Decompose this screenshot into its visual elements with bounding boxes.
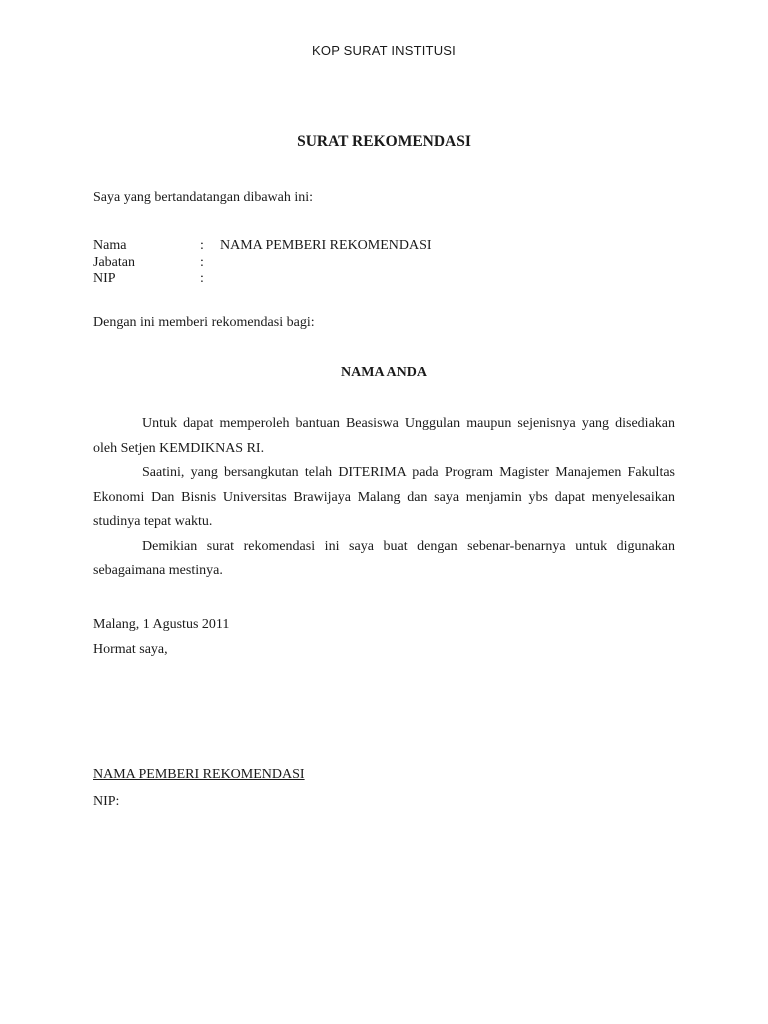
letterhead: KOP SURAT INSTITUSI: [312, 43, 456, 58]
body-paragraph: Untuk dapat memperoleh bantuan Beasiswa Unggulan maupun sejenisnya yang disediakan oleh Setjen KEMDIKNAS RI.: [93, 416, 675, 456]
intro-text: Saya yang bertandatangan dibawah ini:: [93, 190, 314, 205]
signer-name: NAMA PEMBERI REKOMENDASI: [93, 767, 305, 782]
identity-colon: :: [200, 254, 204, 270]
identity-label: Nama: [93, 238, 127, 253]
identity-colon: :: [200, 271, 204, 286]
identity-colon: :: [200, 238, 204, 253]
place-date: Malang, 1 Agustus 2011: [93, 617, 230, 632]
letter-title: SURAT REKOMENDASI: [297, 133, 471, 150]
signer-nip: NIP:: [93, 794, 120, 809]
identity-label: NIP: [93, 271, 116, 286]
body-paragraph: Saatini, yang bersangkutan telah DITERIMA pada Program Magister Manajemen Fakultas Ekonomi Dan Bisnis Universitas Brawijaya Malang dan saya menjamin ybs dapat menyelesaikan studinya tepat waktu.: [93, 465, 675, 529]
recipient-name: NAMA ANDA: [341, 365, 427, 380]
recommend-line: Dengan ini memberi rekomendasi bagi:: [93, 315, 315, 330]
identity-value: NAMA PEMBERI REKOMENDASI: [220, 238, 432, 253]
identity-label: Jabatan: [93, 254, 135, 270]
closing-text: Hormat saya,: [93, 642, 168, 657]
body-paragraph: Demikian surat rekomendasi ini saya buat dengan sebenar-benarnya untuk digunakan sebagaimana mestinya.: [93, 538, 675, 578]
letter-body: [93, 412, 675, 584]
